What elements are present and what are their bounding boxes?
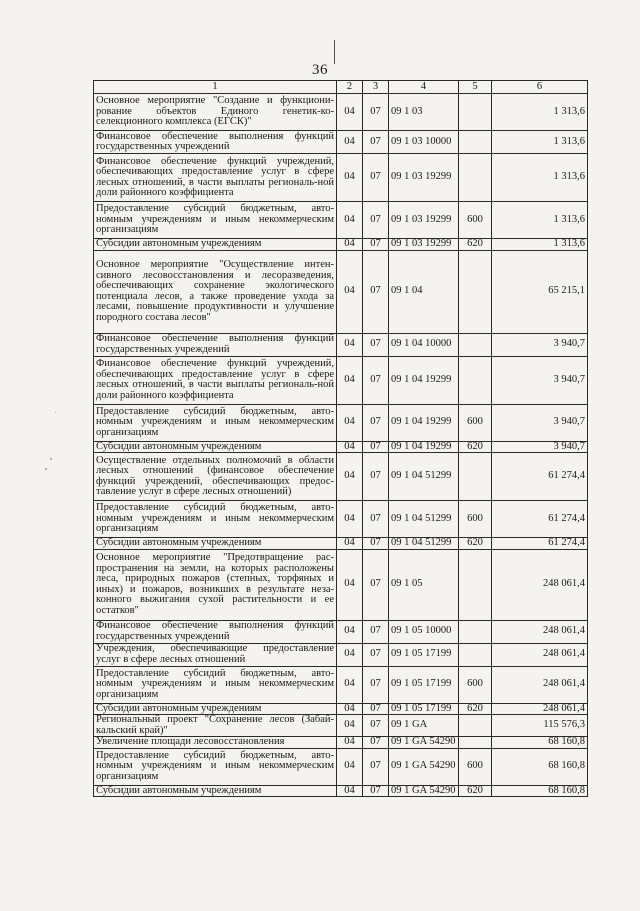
row-target-article: 09 1 GA 54290: [389, 737, 459, 749]
row-amount: 3 940,7: [492, 333, 588, 356]
budget-table: [93, 80, 588, 797]
row-subsection: 07: [363, 94, 389, 131]
table-row: [94, 643, 588, 666]
row-section: 04: [337, 549, 363, 620]
table-header-row: [94, 81, 588, 94]
row-target-article: 09 1 03 19299: [389, 239, 459, 251]
row-subsection: 07: [363, 250, 389, 333]
row-section: 04: [337, 703, 363, 715]
table-row: [94, 131, 588, 154]
row-amount: 68 160,8: [492, 785, 588, 797]
row-section: 04: [337, 202, 363, 239]
header-col-3: 3: [363, 81, 389, 94]
row-section: 04: [337, 538, 363, 550]
row-amount: 3 940,7: [492, 356, 588, 404]
header-col-4: 4: [389, 81, 459, 94]
row-name: Предоставление субсидий бюджетным, авто-номным учреждениям и иным некоммерческим организациям: [94, 666, 337, 703]
row-target-article: 09 1 GA 54290: [389, 785, 459, 797]
row-subsection: 07: [363, 239, 389, 251]
table-row: [94, 666, 588, 703]
header-col-2: 2: [337, 81, 363, 94]
row-name: Учреждения, обеспечивающие предоставление услуг в сфере лесных отношений: [94, 643, 337, 666]
row-expense-type: [459, 333, 492, 356]
row-amount: 115 576,3: [492, 715, 588, 737]
row-expense-type: 620: [459, 239, 492, 251]
row-name: Финансовое обеспечение выполнения функций государственных учреждений: [94, 620, 337, 643]
row-target-article: 09 1 04 51299: [389, 538, 459, 550]
row-amount: 248 061,4: [492, 620, 588, 643]
table-row: [94, 737, 588, 749]
row-target-article: 09 1 03 10000: [389, 131, 459, 154]
row-amount: 248 061,4: [492, 643, 588, 666]
row-subsection: 07: [363, 202, 389, 239]
table-row: [94, 549, 588, 620]
row-amount: 1 313,6: [492, 154, 588, 202]
row-section: 04: [337, 501, 363, 538]
row-section: 04: [337, 715, 363, 737]
row-subsection: 07: [363, 737, 389, 749]
row-subsection: 07: [363, 703, 389, 715]
row-subsection: 07: [363, 501, 389, 538]
row-amount: 248 061,4: [492, 666, 588, 703]
row-name: Субсидии автономным учреждениям: [94, 538, 337, 550]
row-section: 04: [337, 453, 363, 501]
row-target-article: 09 1 04: [389, 250, 459, 333]
row-target-article: 09 1 05 17199: [389, 703, 459, 715]
row-name: Предоставление субсидий бюджетным, авто-номным учреждениям и иным некоммерческим организациям: [94, 748, 337, 785]
table-row: [94, 154, 588, 202]
row-section: 04: [337, 131, 363, 154]
header-col-6: 6: [492, 81, 588, 94]
row-subsection: 07: [363, 666, 389, 703]
row-section: 04: [337, 737, 363, 749]
row-name: Субсидии автономным учреждениям: [94, 785, 337, 797]
row-target-article: 09 1 05 17199: [389, 666, 459, 703]
row-section: 04: [337, 239, 363, 251]
row-expense-type: 600: [459, 666, 492, 703]
row-expense-type: 620: [459, 703, 492, 715]
table-row: [94, 501, 588, 538]
table-row: [94, 356, 588, 404]
row-subsection: 07: [363, 404, 389, 441]
header-col-5: 5: [459, 81, 492, 94]
row-amount: 1 313,6: [492, 94, 588, 131]
table-row: [94, 94, 588, 131]
header-col-1: 1: [94, 81, 337, 94]
row-expense-type: [459, 737, 492, 749]
table-row: [94, 785, 588, 797]
row-name: Финансовое обеспечение функций учреждений, обеспечивающих предоставление услуг в сфере лесных отношений, в части выплаты региональ-ной доли районного коэффициента: [94, 154, 337, 202]
row-target-article: 09 1 03: [389, 94, 459, 131]
scan-speck: [50, 458, 52, 460]
row-amount: 248 061,4: [492, 549, 588, 620]
table-body: [94, 94, 588, 797]
row-section: 04: [337, 356, 363, 404]
row-target-article: 09 1 GA 54290: [389, 748, 459, 785]
table-row: [94, 538, 588, 550]
row-amount: 61 274,4: [492, 453, 588, 501]
row-expense-type: 620: [459, 785, 492, 797]
row-amount: 1 313,6: [492, 202, 588, 239]
row-section: 04: [337, 666, 363, 703]
row-subsection: 07: [363, 643, 389, 666]
row-amount: 1 313,6: [492, 131, 588, 154]
row-target-article: 09 1 04 10000: [389, 333, 459, 356]
row-expense-type: [459, 356, 492, 404]
row-subsection: 07: [363, 715, 389, 737]
row-expense-type: 600: [459, 404, 492, 441]
row-expense-type: 620: [459, 441, 492, 453]
row-target-article: 09 1 04 51299: [389, 501, 459, 538]
row-subsection: 07: [363, 131, 389, 154]
row-section: 04: [337, 643, 363, 666]
row-amount: 68 160,8: [492, 737, 588, 749]
row-subsection: 07: [363, 785, 389, 797]
row-expense-type: 600: [459, 748, 492, 785]
row-target-article: 09 1 03 19299: [389, 202, 459, 239]
row-section: 04: [337, 333, 363, 356]
table-row: [94, 715, 588, 737]
table-row: [94, 620, 588, 643]
row-amount: 61 274,4: [492, 538, 588, 550]
row-section: 04: [337, 441, 363, 453]
row-name: Финансовое обеспечение выполнения функций государственных учреждений: [94, 333, 337, 356]
row-subsection: 07: [363, 620, 389, 643]
row-subsection: 07: [363, 333, 389, 356]
row-target-article: 09 1 04 19299: [389, 441, 459, 453]
row-expense-type: [459, 453, 492, 501]
row-name: Предоставление субсидий бюджетным, авто-номным учреждениям и иным некоммерческим организациям: [94, 404, 337, 441]
row-subsection: 07: [363, 356, 389, 404]
row-subsection: 07: [363, 154, 389, 202]
row-expense-type: 600: [459, 202, 492, 239]
scan-speck: [55, 412, 56, 413]
row-name: Субсидии автономным учреждениям: [94, 239, 337, 251]
row-expense-type: [459, 154, 492, 202]
row-target-article: 09 1 04 19299: [389, 356, 459, 404]
row-name: Финансовое обеспечение выполнения функций государственных учреждений: [94, 131, 337, 154]
page-fold-mark: [334, 40, 335, 64]
row-section: 04: [337, 748, 363, 785]
row-section: 04: [337, 154, 363, 202]
row-name: Региональный проект "Сохранение лесов (Забай-кальский край)": [94, 715, 337, 737]
row-name: Основное мероприятие "Предотвращение рас-пространения на земли, на которых расположены леса, природных пожаров (степных, торфяных и иных) и пожаров, возникших в результате неза-конного выжигания сухой растительности и ее остатков": [94, 549, 337, 620]
table-row: [94, 239, 588, 251]
row-expense-type: [459, 94, 492, 131]
row-name: Увеличение площади лесовосстановления: [94, 737, 337, 749]
table-row: [94, 404, 588, 441]
row-subsection: 07: [363, 748, 389, 785]
row-name: Финансовое обеспечение функций учреждений, обеспечивающих предоставление услуг в сфере лесных отношений, в части выплаты региональ-ной доли районного коэффициента: [94, 356, 337, 404]
row-amount: 65 215,1: [492, 250, 588, 333]
row-expense-type: [459, 549, 492, 620]
row-name: Осуществление отдельных полномочий в области лесных отношений (финансовое обеспечение функций учреждений, обеспечивающих предос-тавление услуг в сфере лесных отношений): [94, 453, 337, 501]
row-name: Субсидии автономным учреждениям: [94, 441, 337, 453]
row-target-article: 09 1 05 10000: [389, 620, 459, 643]
row-subsection: 07: [363, 453, 389, 501]
scan-speck: [45, 468, 47, 470]
row-expense-type: [459, 643, 492, 666]
row-amount: 3 940,7: [492, 404, 588, 441]
row-expense-type: 600: [459, 501, 492, 538]
table-row: [94, 703, 588, 715]
row-amount: 3 940,7: [492, 441, 588, 453]
table-row: [94, 250, 588, 333]
row-expense-type: [459, 131, 492, 154]
row-section: 04: [337, 620, 363, 643]
row-subsection: 07: [363, 538, 389, 550]
row-expense-type: [459, 620, 492, 643]
table-row: [94, 441, 588, 453]
row-subsection: 07: [363, 441, 389, 453]
row-expense-type: [459, 250, 492, 333]
row-name: Основное мероприятие "Осуществление интен-сивного лесовосстановления и лесоразведения, обеспечивающих сохранение экологического потенциала лесов, а также проведение ухода за лесами, повышение продуктивности и улучшение породного состава лесов": [94, 250, 337, 333]
row-amount: 68 160,8: [492, 748, 588, 785]
row-target-article: 09 1 04 51299: [389, 453, 459, 501]
row-section: 04: [337, 94, 363, 131]
table-row: [94, 202, 588, 239]
page-number: 36: [312, 62, 328, 78]
row-target-article: 09 1 GA: [389, 715, 459, 737]
row-target-article: 09 1 03 19299: [389, 154, 459, 202]
row-amount: 61 274,4: [492, 501, 588, 538]
row-target-article: 09 1 05: [389, 549, 459, 620]
table-row: [94, 748, 588, 785]
row-expense-type: [459, 715, 492, 737]
row-expense-type: 620: [459, 538, 492, 550]
row-target-article: 09 1 05 17199: [389, 643, 459, 666]
row-section: 04: [337, 250, 363, 333]
row-subsection: 07: [363, 549, 389, 620]
row-name: Предоставление субсидий бюджетным, авто-номным учреждениям и иным некоммерческим организациям: [94, 202, 337, 239]
row-amount: 1 313,6: [492, 239, 588, 251]
row-section: 04: [337, 404, 363, 441]
row-name: Основное мероприятие "Создание и функциони-рование объектов Единого генетик-ко-селекционного комплекса (ЕГСК)": [94, 94, 337, 131]
row-section: 04: [337, 785, 363, 797]
row-name: Предоставление субсидий бюджетным, авто-номным учреждениям и иным некоммерческим организациям: [94, 501, 337, 538]
table-row: [94, 333, 588, 356]
row-amount: 248 061,4: [492, 703, 588, 715]
row-target-article: 09 1 04 19299: [389, 404, 459, 441]
table-row: [94, 453, 588, 501]
row-name: Субсидии автономным учреждениям: [94, 703, 337, 715]
